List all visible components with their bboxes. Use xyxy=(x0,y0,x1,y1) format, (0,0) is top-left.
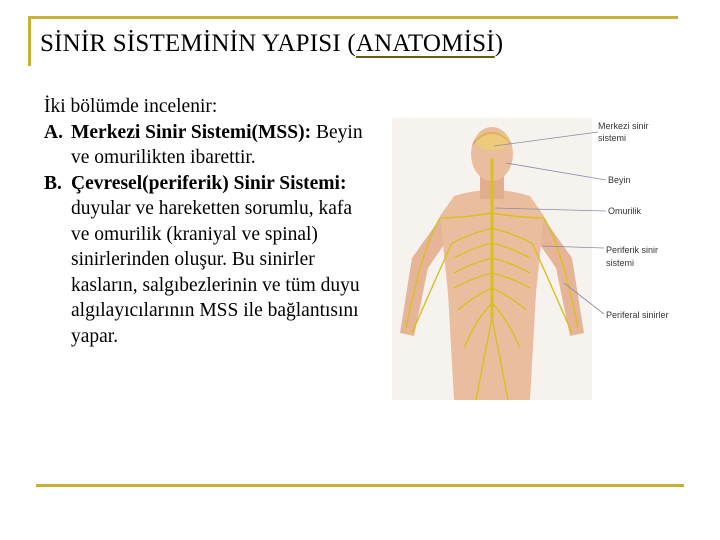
label-pns-line1: Periferik sinir xyxy=(606,245,659,255)
label-peripheral-nerves: Periferal sinirler xyxy=(606,310,669,320)
label-spinal-cord: Omurilik xyxy=(608,206,641,216)
list-item-cns xyxy=(44,120,374,171)
label-brain: Beyin xyxy=(608,175,631,185)
title-highlight: ANATOMİSİ xyxy=(355,30,495,57)
figure-labels xyxy=(598,121,669,320)
intro-text: İki bölümde incelenir: xyxy=(44,96,218,117)
label-cns-line2: sistemi xyxy=(598,133,627,143)
item-marker-a: A. xyxy=(44,121,63,143)
list-item-pns xyxy=(44,171,374,350)
item-a-text: Beyin ve omurilikten ibarettir. xyxy=(71,121,363,168)
frame-top-border xyxy=(28,16,678,19)
item-b-bold: Çevresel(periferik) Sinir Sistemi: xyxy=(71,172,347,194)
frame-left-border xyxy=(28,16,31,66)
title-suffix: ) xyxy=(494,30,504,57)
title-prefix: SİNİR SİSTEMİNİN YAPISI ( xyxy=(40,30,356,57)
slide-body xyxy=(44,94,374,349)
item-a-bold: Merkezi Sinir Sistemi(MSS): xyxy=(71,121,312,143)
label-cns-line1: Merkezi sinir xyxy=(598,121,649,131)
nervous-system-illustration xyxy=(392,118,690,400)
item-b-text: duyular ve hareketten sorumlu, kafa ve omurilik (kraniyal ve spinal) sinirlerinden oluşur. Bu sinirler kasların, salgıbezlerinin ve tüm duyu algılayıcılarının MSS ile bağlantısını yapar. xyxy=(71,198,360,347)
slide-title xyxy=(40,30,503,58)
item-marker-b: B. xyxy=(44,172,62,194)
label-pns-line2: sistemi xyxy=(606,258,635,268)
frame-bottom-border xyxy=(36,484,684,487)
